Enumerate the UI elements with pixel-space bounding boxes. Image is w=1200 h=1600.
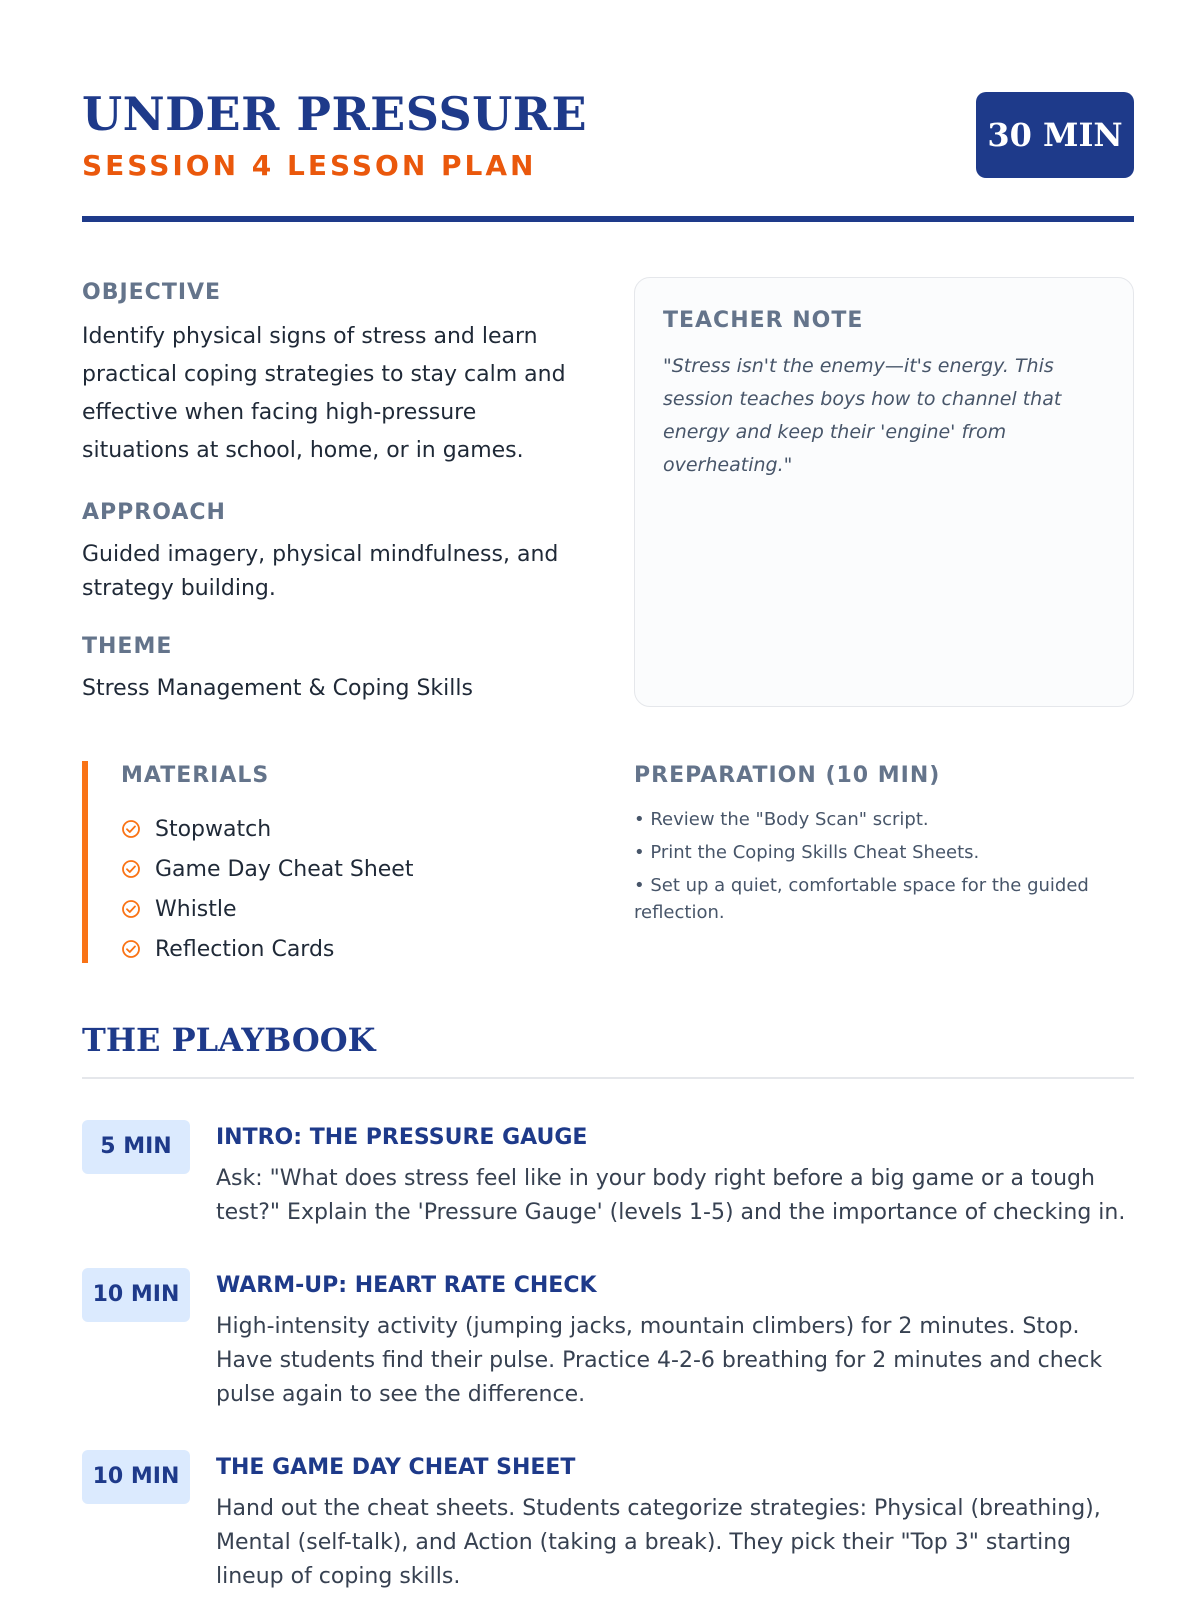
- step-text: High-intensity activity (jumping jacks, mountain climbers) for 2 minutes. Stop. Have students find their pulse. Practice 4-2-6 breathing for 2 minutes and check pulse again to see the difference.: [216, 1314, 1103, 1407]
- material-label: Game Day Cheat Sheet: [155, 856, 414, 882]
- materials-label: MATERIALS: [121, 763, 270, 788]
- playbook-title: THE PLAYBOOK: [82, 1021, 376, 1059]
- teacher-note-card: [634, 277, 1134, 707]
- material-label: Whistle: [155, 896, 237, 922]
- step-duration-badge: 10 MIN: [82, 1268, 190, 1322]
- check-circle-icon: [121, 939, 141, 959]
- objective-label: OBJECTIVE: [82, 280, 222, 305]
- approach-label: APPROACH: [82, 500, 226, 525]
- step-title: THE GAME DAY CHEAT SHEET: [216, 1455, 576, 1480]
- preparation-list: [634, 806, 1134, 932]
- step-text: Hand out the cheat sheets. Students categorize strategies: Physical (breathing), Mental (self-talk), and Action (taking a break). They pick their "Top 3" starting lineup of coping skills.: [216, 1496, 1101, 1589]
- teacher-note-label: TEACHER NOTE: [663, 308, 864, 333]
- step-duration-badge: 5 MIN: [82, 1120, 190, 1174]
- list-item: [121, 809, 413, 849]
- list-item: [121, 929, 413, 969]
- list-item: • Review the "Body Scan" script.: [634, 809, 929, 830]
- step-title: WARM-UP: HEART RATE CHECK: [216, 1273, 597, 1298]
- objective-text: Identify physical signs of stress and learn practical coping strategies to stay calm and effective when facing high-pressure situations at school, home, or in games.: [82, 324, 566, 463]
- step-title: INTRO: THE PRESSURE GAUGE: [216, 1125, 588, 1150]
- list-item: • Print the Coping Skills Cheat Sheets.: [634, 842, 980, 863]
- material-label: Stopwatch: [155, 816, 272, 842]
- theme-text: Stress Management & Coping Skills: [82, 676, 473, 701]
- step-text: Ask: "What does stress feel like in your body right before a big game or a tough test?" Explain the 'Pressure Gauge' (levels 1-5) and the importance of checking in.: [216, 1166, 1126, 1225]
- check-circle-icon: [121, 819, 141, 839]
- theme-label: THEME: [82, 634, 173, 659]
- list-item: [121, 849, 413, 889]
- list-item: • Set up a quiet, comfortable space for the guided reflection.: [634, 875, 1089, 923]
- check-circle-icon: [121, 899, 141, 919]
- divider: [82, 1077, 1134, 1079]
- lesson-plan-page: [82, 0, 1134, 1600]
- step-duration-badge: 10 MIN: [82, 1450, 190, 1504]
- preparation-label: PREPARATION (10 MIN): [634, 763, 941, 788]
- materials-section: [82, 761, 582, 963]
- page-subtitle: SESSION 4 LESSON PLAN: [82, 149, 537, 182]
- teacher-note-text: "Stress isn't the enemy—it's energy. This session teaches boys how to channel that energy and keep their 'engine' from overheating.": [663, 355, 1062, 476]
- approach-text: Guided imagery, physical mindfulness, and strategy building.: [82, 542, 559, 601]
- page-title: UNDER PRESSURE: [82, 87, 588, 141]
- material-label: Reflection Cards: [155, 936, 335, 962]
- header: [82, 86, 1134, 222]
- check-circle-icon: [121, 859, 141, 879]
- list-item: [121, 889, 413, 929]
- materials-list: [121, 809, 413, 969]
- duration-badge: 30 MIN: [976, 92, 1134, 178]
